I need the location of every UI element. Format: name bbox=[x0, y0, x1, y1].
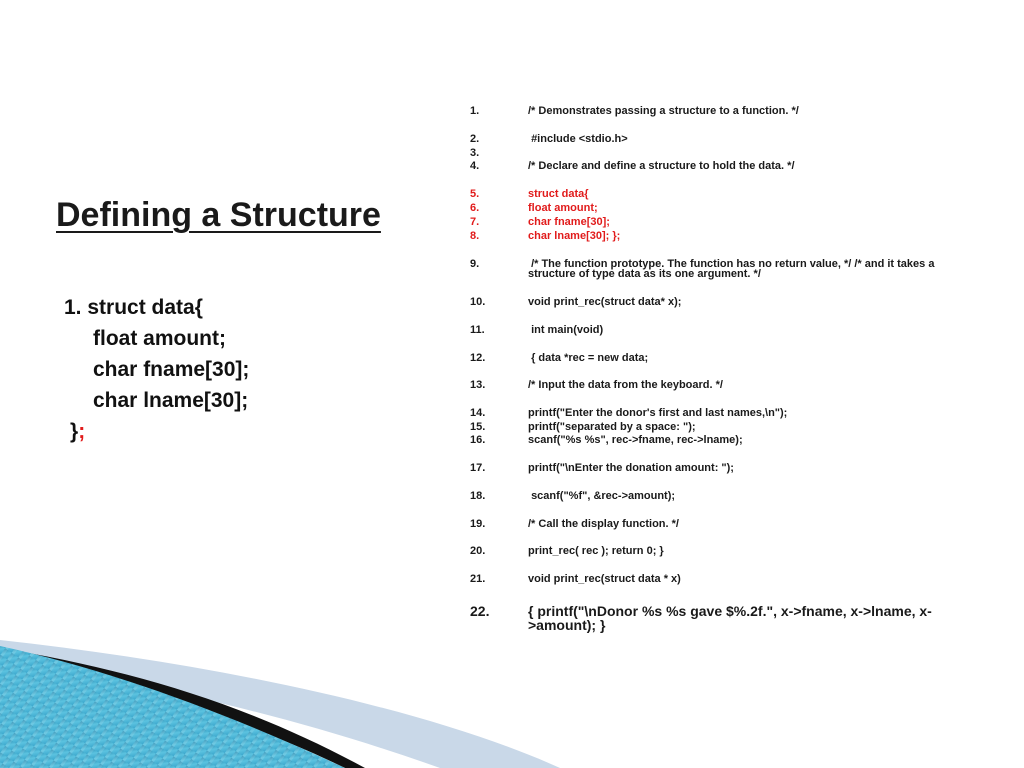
code-item-7 bbox=[470, 217, 963, 227]
code-item-5 bbox=[470, 189, 963, 199]
code-item-number: 7. bbox=[470, 216, 480, 228]
code-item-text: printf("separated by a space: "); bbox=[528, 421, 696, 433]
closing-semicolon: ; bbox=[78, 420, 86, 443]
code-item-number: 13. bbox=[470, 379, 486, 391]
code-item-6 bbox=[470, 203, 963, 213]
code-item-number: 19. bbox=[470, 518, 486, 530]
code-item-8 bbox=[470, 231, 963, 241]
code-item-14 bbox=[470, 408, 963, 418]
code-item-text bbox=[528, 148, 963, 158]
code-item-text: /* Demonstrates passing a structure to a function. */ bbox=[528, 105, 799, 117]
code-item-number: 1. bbox=[470, 105, 480, 117]
code-item-number: 15. bbox=[470, 421, 486, 433]
code-item-text: float amount; bbox=[528, 202, 598, 214]
struct-line-2: float amount; bbox=[93, 327, 226, 350]
code-item-number: 2. bbox=[470, 133, 480, 145]
code-item-text: char lname[30]; }; bbox=[528, 230, 621, 242]
code-item-text: printf("Enter the donor's first and last names,\n"); bbox=[528, 407, 788, 419]
code-item-number: 18. bbox=[470, 490, 486, 502]
code-item-number: 22. bbox=[470, 603, 490, 619]
code-item-18 bbox=[470, 491, 963, 501]
code-item-10 bbox=[470, 297, 963, 307]
swoosh-blue-band bbox=[0, 646, 345, 768]
code-item-text: void print_rec(struct data * x) bbox=[528, 573, 681, 585]
code-item-text: { printf("\nDonor %s %s gave $%.2f.", x->fname, x->lname, x->amount); } bbox=[528, 603, 932, 633]
code-item-text: scanf("%f", &rec->amount); bbox=[528, 490, 676, 502]
struct-definition-code bbox=[64, 292, 249, 447]
struct-line-1: 1. struct data{ bbox=[64, 296, 203, 319]
slide-title: Defining a Structure bbox=[56, 196, 381, 234]
code-item-11 bbox=[470, 325, 963, 335]
code-item-22 bbox=[470, 604, 963, 632]
swoosh-light-band bbox=[0, 640, 560, 768]
code-item-text: printf("\nEnter the donation amount: "); bbox=[528, 462, 734, 474]
code-item-text: scanf("%s %s", rec->fname, rec->lname); bbox=[528, 434, 743, 446]
code-item-number: 8. bbox=[470, 230, 480, 242]
code-item-text: { data *rec = new data; bbox=[528, 352, 649, 364]
struct-line-3: char fname[30]; bbox=[93, 358, 250, 381]
code-item-text: /* The function prototype. The function has no return value, */ /* and it takes a structure of type data as its one argument. */ bbox=[528, 258, 938, 280]
code-item-1 bbox=[470, 106, 963, 116]
code-item-number: 16. bbox=[470, 434, 486, 446]
code-item-13 bbox=[470, 380, 963, 390]
code-item-number: 6. bbox=[470, 202, 480, 214]
swoosh-black-band bbox=[0, 648, 365, 768]
struct-line-5 bbox=[64, 416, 249, 447]
code-item-15 bbox=[470, 422, 963, 432]
code-item-number: 21. bbox=[470, 573, 486, 585]
code-item-number: 3. bbox=[470, 147, 480, 159]
code-item-text: print_rec( rec ); return 0; } bbox=[528, 545, 664, 557]
code-item-12 bbox=[470, 353, 963, 363]
code-item-text: int main(void) bbox=[528, 324, 604, 336]
code-item-number: 4. bbox=[470, 160, 480, 172]
struct-line-4: char lname[30]; bbox=[93, 389, 249, 412]
code-item-20 bbox=[470, 546, 963, 556]
code-item-number: 20. bbox=[470, 545, 486, 557]
code-item-number: 10. bbox=[470, 296, 486, 308]
code-item-text: /* Declare and define a structure to hold the data. */ bbox=[528, 160, 795, 172]
code-item-19 bbox=[470, 519, 963, 529]
code-item-text: #include <stdio.h> bbox=[528, 133, 628, 145]
code-item-21 bbox=[470, 574, 963, 584]
code-item-2 bbox=[470, 134, 963, 144]
code-item-text: struct data{ bbox=[528, 188, 589, 200]
code-item-text: /* Input the data from the keyboard. */ bbox=[528, 379, 723, 391]
code-item-number: 9. bbox=[470, 258, 480, 270]
code-item-number: 14. bbox=[470, 407, 486, 419]
code-item-number: 5. bbox=[470, 188, 480, 200]
code-item-number: 11. bbox=[470, 324, 485, 336]
code-item-3 bbox=[470, 148, 963, 158]
code-item-9 bbox=[470, 259, 963, 279]
code-item-number: 17. bbox=[470, 462, 486, 474]
closing-brace: } bbox=[70, 420, 79, 443]
code-item-text: void print_rec(struct data* x); bbox=[528, 296, 682, 308]
code-item-17 bbox=[470, 463, 963, 473]
code-item-4 bbox=[470, 161, 963, 171]
code-item-number: 12. bbox=[470, 352, 486, 364]
code-item-16 bbox=[470, 435, 963, 445]
code-item-text: /* Call the display function. */ bbox=[528, 518, 679, 530]
code-item-text: char fname[30]; bbox=[528, 216, 610, 228]
